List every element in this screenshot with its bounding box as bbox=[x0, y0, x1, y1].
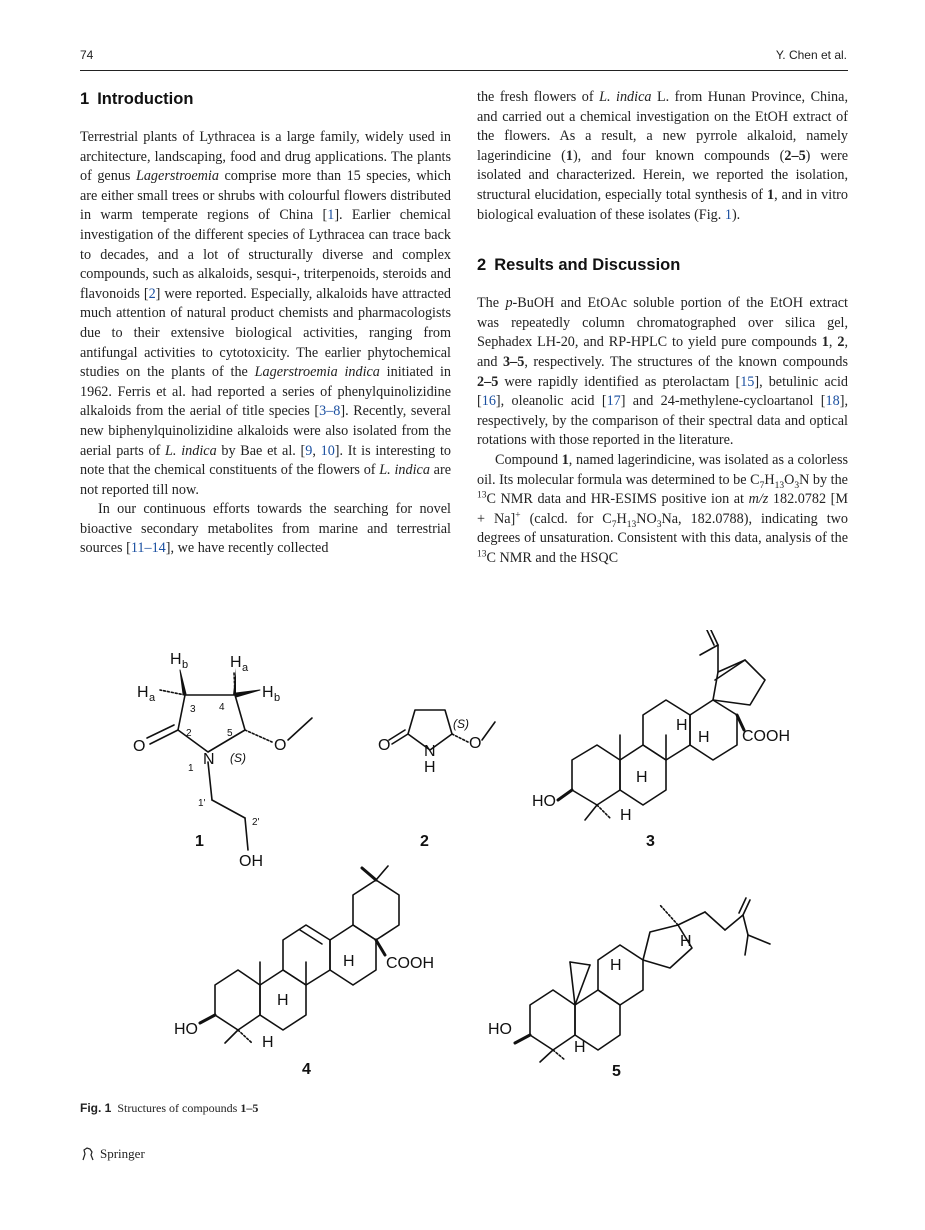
compound-label-5: 5 bbox=[612, 1063, 621, 1080]
position-number: 5 bbox=[227, 728, 233, 739]
compound-ref: 2 bbox=[837, 334, 845, 351]
atom-label: H bbox=[620, 807, 632, 824]
atom-label: O bbox=[274, 737, 287, 754]
functional-group: COOH bbox=[742, 728, 790, 745]
compound-ref: 3–5 bbox=[503, 353, 525, 370]
compound-ref: 1 bbox=[767, 186, 775, 203]
position-number: 2 bbox=[186, 728, 192, 739]
atom-label: H bbox=[277, 992, 289, 1009]
functional-group: HO bbox=[488, 1021, 512, 1038]
atom-label: O bbox=[378, 737, 391, 754]
citation-link[interactable]: 9 bbox=[305, 442, 313, 459]
atom-label: N bbox=[203, 751, 215, 768]
position-number: 1' bbox=[198, 798, 206, 809]
section-number: 2 bbox=[477, 256, 487, 275]
structure-compound-4 bbox=[200, 866, 399, 1043]
atom-label: H bbox=[574, 1039, 586, 1056]
springer-horse-icon bbox=[80, 1146, 96, 1162]
atom-label: H bbox=[230, 654, 242, 671]
running-header-authors: Y. Chen et al. bbox=[775, 48, 847, 62]
section-heading-results bbox=[477, 254, 848, 276]
atom-label: O bbox=[133, 738, 146, 755]
citation-link[interactable]: 11–14 bbox=[130, 540, 166, 557]
citation-link[interactable]: 16 bbox=[481, 393, 496, 410]
compound-ref: 1 bbox=[565, 147, 573, 164]
atom-label: H bbox=[698, 729, 710, 746]
figure-caption: Fig. 1 Structures of compounds 1–5 bbox=[80, 1101, 259, 1115]
species-name: L. indica bbox=[165, 442, 217, 459]
citation-link[interactable]: 15 bbox=[740, 373, 755, 390]
species-name: L. indica bbox=[599, 89, 652, 105]
citation-link[interactable]: 17 bbox=[606, 393, 621, 410]
species-name: L. indica bbox=[379, 462, 430, 479]
atom-label: H bbox=[137, 684, 149, 701]
atom-label: H bbox=[424, 759, 436, 776]
citation-link[interactable]: 18 bbox=[825, 393, 840, 410]
atom-label: N bbox=[424, 743, 436, 760]
intro-paragraph-2: In our continuous efforts towards the searching for novel bioactive secondary metabolites from marine and terrestrial sources [11–14], we have recently collected bbox=[80, 501, 451, 557]
genus-name: Lagerstroemia bbox=[135, 168, 219, 185]
section-title: Introduction bbox=[97, 90, 194, 108]
right-column bbox=[477, 88, 848, 568]
intro-paragraph-1: Terrestrial plants of Lythracea is a large family, widely used in architecture, landscaping, food and drug applications. The plants of genus Lagerstroemia comprise more than 15 species, which are either small trees or shrubs with colourful flowers distributed in warm temperate regions of China [1]. Earlier chemical investigation of the different species of Lythracea can trace back to decades, and a lot of structurally diverse and complex compounds, such as alkaloids, sesqui-, triterpenoids, steroids and flavonoids [2] were reported. Especially, alkaloids have attracted much attention of natural product chemists and pharmacologists due to their extensive biological activities, ranging from antifungal activities to cytotoxicity. The earlier phytochemical studies on the plants of the Lagerstroemia indica initiated in 1962. Ferris et al. had reported a series of phenylquinolizidine alkaloids from the aerial of title species [3–8]. Recently, several new biphenylquinolizidine alkaloids were also isolated from the aerial parts of L. indica by Bae et al. [9, 10]. It is interesting to note that the chemical constituents of the flowers of L. indica are not reported till now. bbox=[80, 129, 452, 498]
atom-label: H bbox=[610, 957, 622, 974]
stereo-label: (S) bbox=[453, 717, 469, 731]
intro-paragraph-continued: the fresh flowers of L. indica L. from Hunan Province, China, and carried out a chemical investigation on the EtOH extract of the flowers. As a result, a new pyrrole alkaloid, namely lagerindicine (1), and four known compounds (2–5) were isolated and characterized. Herein, we reported the isolation, structural elucidation, especially total synthesis of 1, and in vitro biological evaluation of these isolates (Fig. 1). bbox=[477, 89, 849, 223]
citation-link[interactable]: 1 bbox=[327, 207, 335, 224]
species-name: Lagerstroemia indica bbox=[254, 364, 380, 381]
atom-label: OH bbox=[239, 853, 263, 870]
results-paragraph-1: The p-BuOH and EtOAc soluble portion of the EtOH extract was repeatedly column chromatographed over silica gel, Sephadex LH-20, and RP-HPLC to yield pure compounds 1, 2, and 3–5, respectively. The structures of the known compounds 2–5 were rapidly identified as pterolactam [15], betulinic acid [16], oleanolic acid [17] and 24-methylene-cycloartanol [18], respectively, by the comparison of their spectral data and optical rotations with those reported in the literature. bbox=[477, 295, 849, 449]
position-number: 2' bbox=[252, 817, 260, 828]
atom-label: H bbox=[343, 953, 355, 970]
citation-link[interactable]: 10 bbox=[320, 442, 335, 459]
compound-ref: 2–5 bbox=[784, 147, 806, 164]
atom-label: H bbox=[680, 933, 692, 950]
compound-label-4: 4 bbox=[302, 1061, 311, 1078]
section-number: 1 bbox=[80, 90, 90, 108]
position-number: 3 bbox=[190, 704, 196, 715]
atom-label: H bbox=[262, 684, 274, 701]
atom-label: H bbox=[636, 769, 648, 786]
compound-label-2: 2 bbox=[420, 833, 429, 850]
structure-compound-3 bbox=[558, 630, 765, 820]
compound-ref: 1–5 bbox=[240, 1101, 259, 1115]
atom-label: H bbox=[170, 651, 182, 668]
figure-structures bbox=[80, 630, 860, 1090]
page-number: 74 bbox=[80, 48, 94, 62]
atom-label: H bbox=[676, 717, 688, 734]
functional-group: HO bbox=[174, 1021, 198, 1038]
functional-group: HO bbox=[532, 793, 556, 810]
section-title: Results and Discussion bbox=[494, 256, 681, 275]
structure-compound-5 bbox=[515, 898, 770, 1062]
publisher-footer bbox=[80, 1146, 145, 1162]
atom-label: b bbox=[182, 659, 189, 671]
compound-label-3: 3 bbox=[646, 833, 655, 850]
section-heading-introduction bbox=[80, 88, 451, 110]
citation-link[interactable]: 3–8 bbox=[319, 403, 341, 420]
compound-label-1: 1 bbox=[195, 833, 204, 850]
figure-link[interactable]: 1 bbox=[724, 206, 732, 223]
publisher-name: Springer bbox=[100, 1146, 145, 1161]
compound-ref: 1 bbox=[821, 334, 829, 351]
atom-label: O bbox=[469, 735, 482, 752]
functional-group: COOH bbox=[386, 955, 434, 972]
left-column bbox=[80, 88, 451, 559]
compound-ref: 1 bbox=[561, 451, 569, 468]
position-number: 1 bbox=[188, 763, 194, 774]
caption-label: Fig. 1 bbox=[80, 1101, 112, 1115]
atom-label: H bbox=[262, 1034, 274, 1051]
results-paragraph-2: Compound 1, named lagerindicine, was isolated as a colorless oil. Its molecular formula was determined to be $C_7H_{13}O_3N$ by the $^{13}$C NMR data and HR-ESIMS positive ion at m/z 182.0782 [M + Na]+ (calcd. for $C_7H_{13}NO_3Na$, 182.0788), indicating two degrees of unsaturation. Consistent with this data, analysis of the $^{13}$C NMR and the HSQC bbox=[477, 451, 849, 566]
citation-link[interactable]: 2 bbox=[148, 285, 156, 302]
atom-label: a bbox=[149, 692, 156, 704]
position-number: 4 bbox=[219, 702, 225, 713]
header-rule bbox=[80, 70, 848, 71]
atom-label: b bbox=[274, 692, 281, 704]
compound-ref: 2–5 bbox=[477, 373, 499, 390]
stereo-label: (S) bbox=[230, 751, 246, 765]
atom-label: a bbox=[242, 662, 249, 674]
